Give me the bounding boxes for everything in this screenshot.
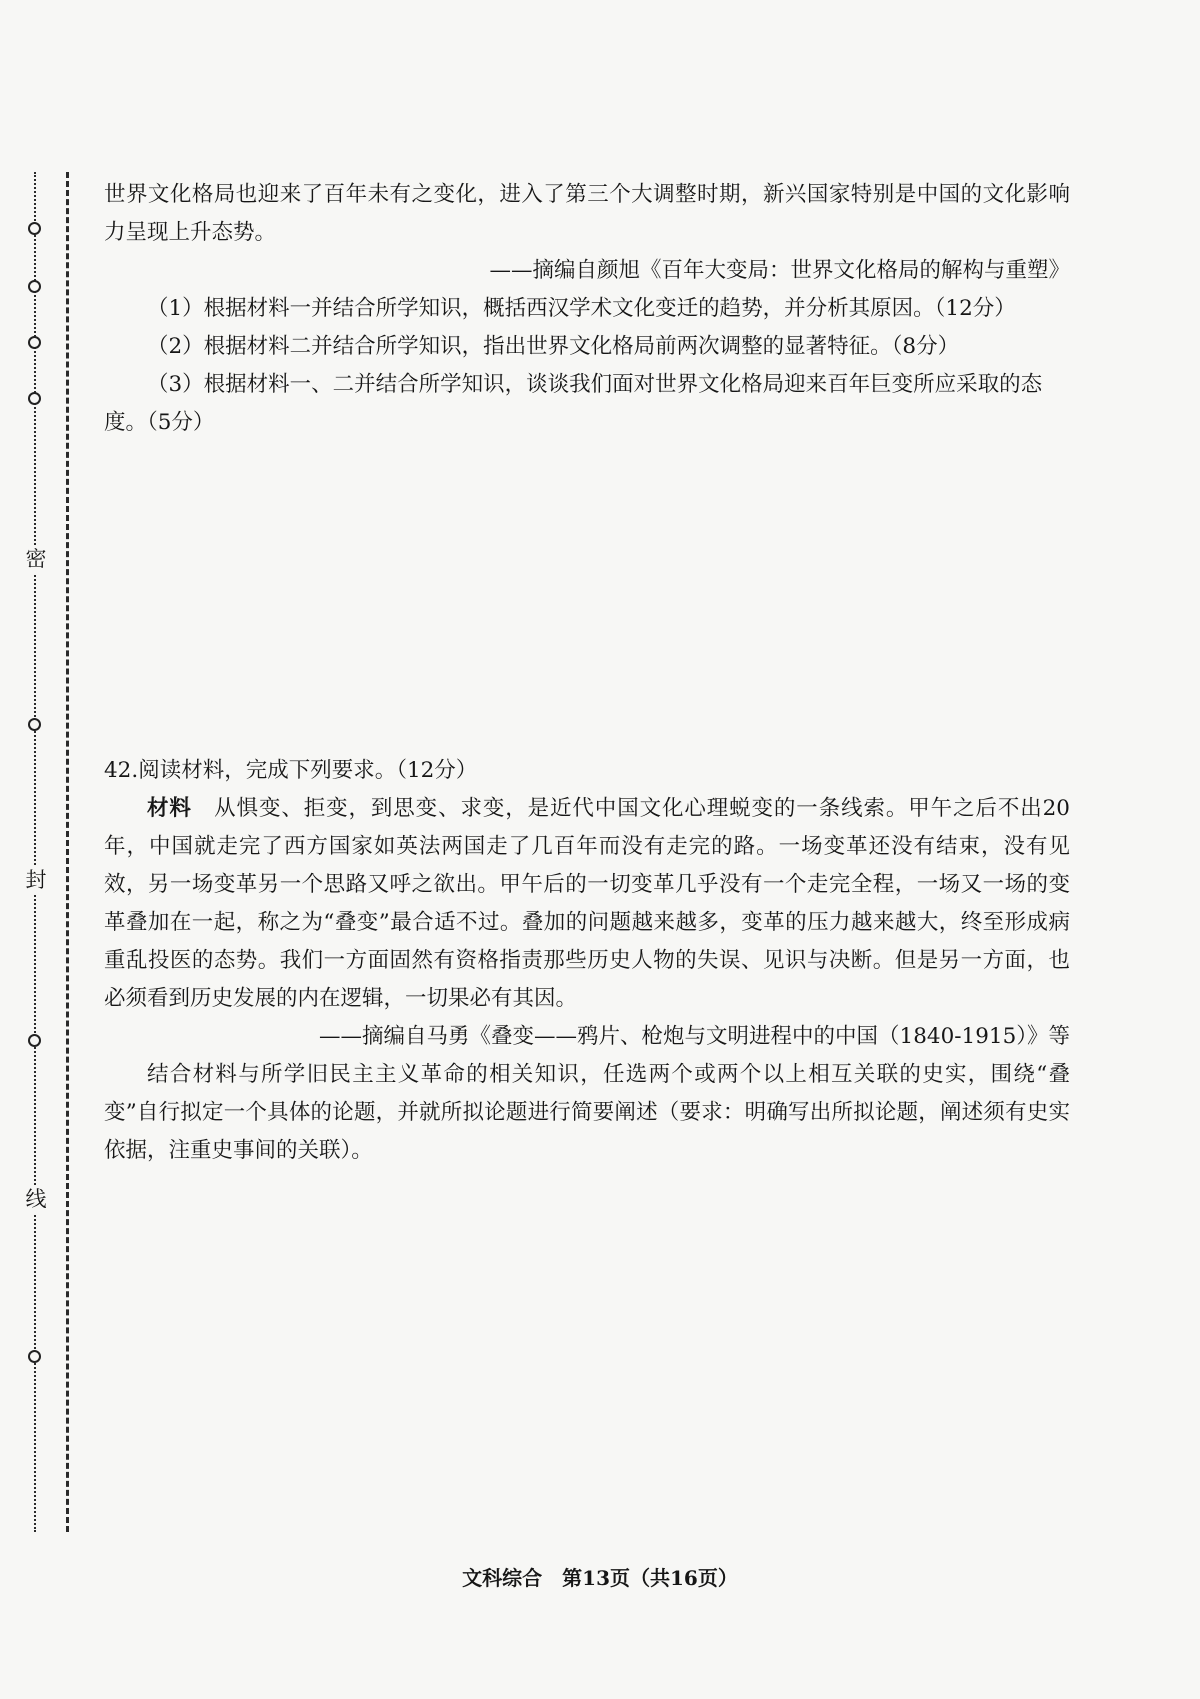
material-continuation: 世界文化格局也迎来了百年未有之变化，进入了第三个大调整时期，新兴国家特别是中国的文化影响力呈现上升态势。: [104, 182, 1070, 245]
seal-label-mi: 密: [20, 545, 52, 573]
material-label: 材料: [147, 796, 192, 821]
binding-hole-icon: [28, 222, 41, 235]
material-source: ——摘编自颜旭《百年大变局：世界文化格局的解构与重塑》: [489, 258, 1070, 283]
binding-hole-icon: [28, 392, 41, 405]
page-footer: 文科综合 第13页（共16页）: [462, 1566, 738, 1590]
binding-dashed-line: [66, 172, 69, 1532]
binding-hole-icon: [28, 1350, 41, 1363]
question-3: （3）根据材料一、二并结合所学知识，谈谈我们面对世界文化格局迎来百年巨变所应采取的态度。（5分）: [104, 372, 1043, 435]
binding-hole-icon: [28, 1034, 41, 1047]
binding-hole-icon: [28, 280, 41, 293]
binding-dotted-line: [34, 172, 36, 1532]
binding-hole-icon: [28, 336, 41, 349]
top-block: [104, 176, 1070, 442]
material-source: ——摘编自马勇《叠变——鸦片、枪炮与文明进程中的中国（1840-1915）》等: [319, 1024, 1070, 1049]
binding-hole-icon: [28, 718, 41, 731]
material-paragraph: [104, 790, 1070, 1018]
question-42-task: 结合材料与所学旧民主主义革命的相关知识，任选两个或两个以上相互关联的史实，围绕“叠变”自行拟定一个具体的论题，并就所拟论题进行简要阐述（要求：明确写出所拟论题，阐述须有史实依据，注重史事间的关联）。: [104, 1062, 1070, 1163]
question-42-heading: 42.阅读材料，完成下列要求。（12分）: [104, 758, 478, 783]
question-1: （1）根据材料一并结合所学知识，概括西汉学术文化变迁的趋势，并分析其原因。（12分）: [147, 296, 1016, 321]
material-text: 从惧变、拒变，到思变、求变，是近代中国文化心理蜕变的一条线索。甲午之后不出20年，中国就走完了西方国家如英法两国走了几百年而没有走完的路。一场变革还没有结束，没有见效，另一场变革另一个思路又呼之欲出。甲午后的一切变革几乎没有一个走完全程，一场又一场的变革叠加在一起，称之为“叠变”最合适不过。叠加的问题越来越多，变革的压力越来越大，终至形成病重乱投医的态势。我们一方面固然有资格指责那些历史人物的失误、见识与决断。但是另一方面，也必须看到历史发展的内在逻辑，一切果必有其因。: [104, 796, 1070, 1011]
seal-label-feng: 封: [20, 866, 52, 894]
question-42: [104, 752, 1070, 1170]
question-2: （2）根据材料二并结合所学知识，指出世界文化格局前两次调整的显著特征。（8分）: [147, 334, 960, 359]
seal-label-xian: 线: [20, 1185, 52, 1213]
